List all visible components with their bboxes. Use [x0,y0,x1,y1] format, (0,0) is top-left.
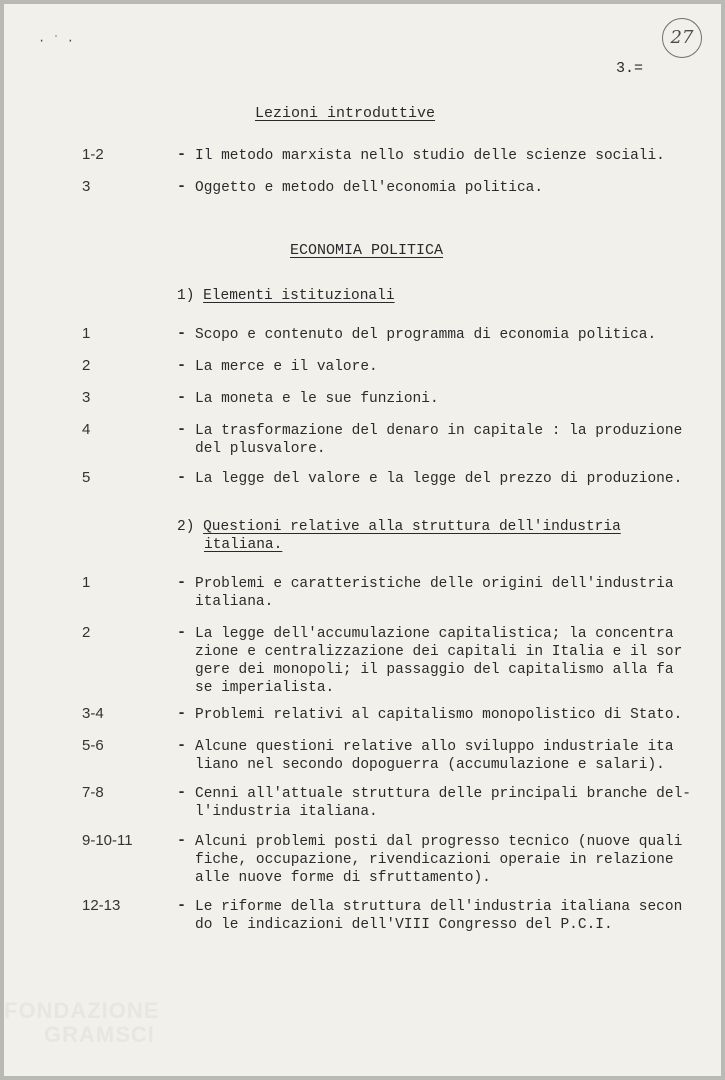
part2-item-dash: - [177,624,187,641]
part1-item-text: del plusvalore. [195,441,326,457]
part2-item-text: italiana. [195,594,274,610]
watermark-line: FONDAZIONE [4,998,160,1023]
part1-number: 1) [177,288,195,304]
intro-heading: Lezioni introduttive [255,105,436,122]
part2-item-text: liano nel secondo dopoguerra (accumulazione e salari). [195,757,665,773]
intro-item-number: 1-2 [82,146,104,163]
part1-item-number: 5 [82,469,91,486]
part1-item-text: La trasformazione del denaro in capitale : la produzione [195,423,683,439]
part2-item-text: se imperialista. [195,680,335,696]
intro-item-dash: - [177,178,187,195]
part2-item-text: Alcune questioni relative allo sviluppo industriale ita [195,739,674,755]
part2-item-text: l'industria italiana. [195,804,378,820]
part2-item-text: Alcuni problemi posti dal progresso tecnico (nuove quali [195,834,683,850]
part2-item-number: 5-6 [82,737,104,754]
part2-item-text: Cenni all'attuale struttura delle principali branche del- [195,786,691,802]
part2-item-number: 9-10-11 [82,832,133,849]
part2-item-dash: - [177,897,187,914]
document-page [4,4,721,1076]
intro-item-number: 3 [82,178,91,195]
part2-item-text: zione e centralizzazione dei capitali in Italia e il sor [195,644,683,660]
part1-item-dash: - [177,357,187,374]
part1-item-number: 2 [82,357,91,374]
part1-heading [177,286,395,306]
part1-item-number: 1 [82,325,91,342]
part2-item-text: fiche, occupazione, rivendicazioni operaie in relazione [195,852,674,868]
part1-item-number: 3 [82,389,91,406]
part2-item-dash: - [177,705,187,722]
part2-item-number: 3-4 [82,705,104,722]
archive-watermark [4,999,159,1047]
page-number: 3.= [616,60,644,77]
watermark-line: GRAMSCI [44,1022,155,1047]
folio-stamp: 27 [662,18,702,58]
part2-item-text: Problemi e caratteristiche delle origini dell'industria [195,576,674,592]
part2-item-dash: - [177,832,187,849]
part2-item-number: 2 [82,624,91,641]
part1-item-dash: - [177,421,187,438]
intro-item-text: Il metodo marxista nello studio delle scienze sociali. [195,148,665,164]
part2-item-dash: - [177,737,187,754]
part2-heading-cont [204,535,282,555]
intro-item-text: Oggetto e metodo dell'economia politica. [195,180,544,196]
part2-item-text: alle nuove forme di sfruttamento). [195,870,491,886]
part1-item-text: La legge del valore e la legge del prezzo di produzione. [195,471,683,487]
part2-title: Questioni relative alla struttura dell'industria [203,519,621,535]
section-title: ECONOMIA POLITICA [290,242,444,259]
part2-item-number: 7-8 [82,784,104,801]
part2-heading [177,517,621,537]
part2-item-text: Problemi relativi al capitalismo monopolistico di Stato. [195,707,683,723]
part2-item-number: 12-13 [82,897,121,914]
part2-item-text: La legge dell'accumulazione capitalistica; la concentra [195,626,674,642]
part1-item-text: Scopo e contenuto del programma di economia politica. [195,327,657,343]
part2-item-text: gere dei monopoli; il passaggio del capitalismo alla fa [195,662,674,678]
part1-item-text: La moneta e le sue funzioni. [195,391,439,407]
part1-item-number: 4 [82,421,91,438]
part2-item-text: Le riforme della struttura dell'industria italiana secon [195,899,683,915]
part1-title: Elementi istituzionali [203,288,395,304]
part2-item-dash: - [177,574,187,591]
intro-item-dash: - [177,146,187,163]
part2-item-number: 1 [82,574,91,591]
part1-item-dash: - [177,325,187,342]
part2-item-text: do le indicazioni dell'VIII Congresso del P.C.I. [195,917,613,933]
part2-title: italiana. [204,537,283,553]
part2-item-dash: - [177,784,187,801]
part2-number: 2) [177,519,195,535]
paper-specks: · ˙ · [38,34,75,48]
part1-item-dash: - [177,469,187,486]
part1-item-dash: - [177,389,187,406]
part1-item-text: La merce e il valore. [195,359,378,375]
